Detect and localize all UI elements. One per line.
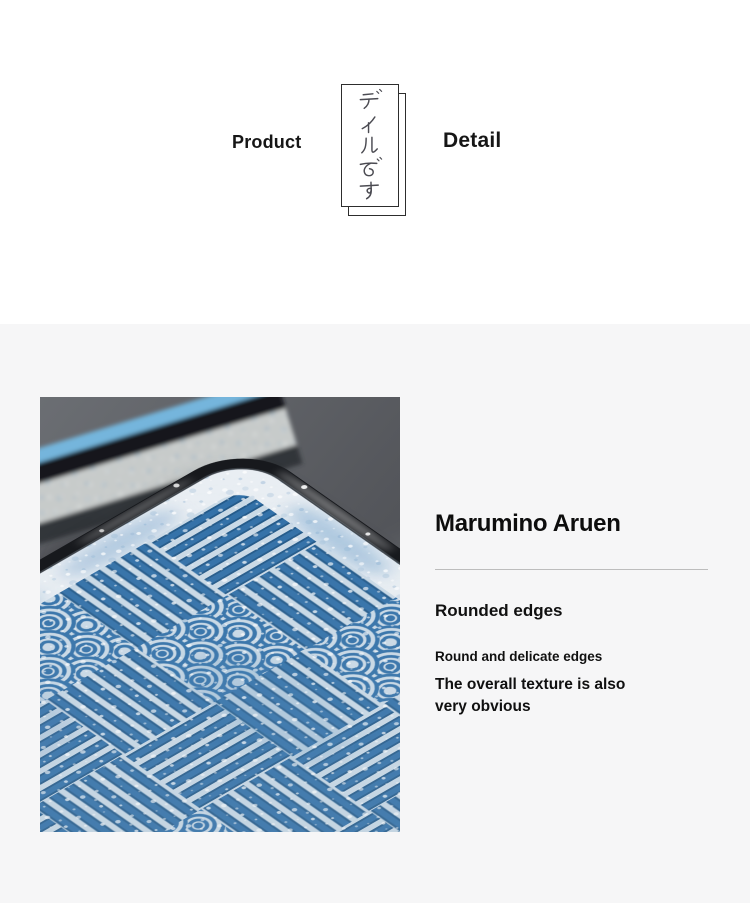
divider-line — [435, 569, 708, 570]
feature-title: Rounded edges — [435, 601, 563, 620]
detail-section — [0, 324, 750, 903]
product-name: Marumino Aruen — [435, 510, 621, 537]
japanese-stamp — [341, 84, 411, 220]
bottom-white-band — [0, 903, 750, 923]
header-section — [0, 0, 750, 324]
product-photo — [40, 397, 400, 832]
feature-description: The overall texture is also very obvious — [435, 676, 626, 715]
stamp-frame — [341, 84, 399, 207]
detail-label: Detail — [443, 129, 502, 152]
product-label: Product — [232, 132, 302, 152]
vertical-kana-text-icon — [357, 88, 383, 204]
feature-subtitle: Round and delicate edges — [435, 649, 603, 664]
